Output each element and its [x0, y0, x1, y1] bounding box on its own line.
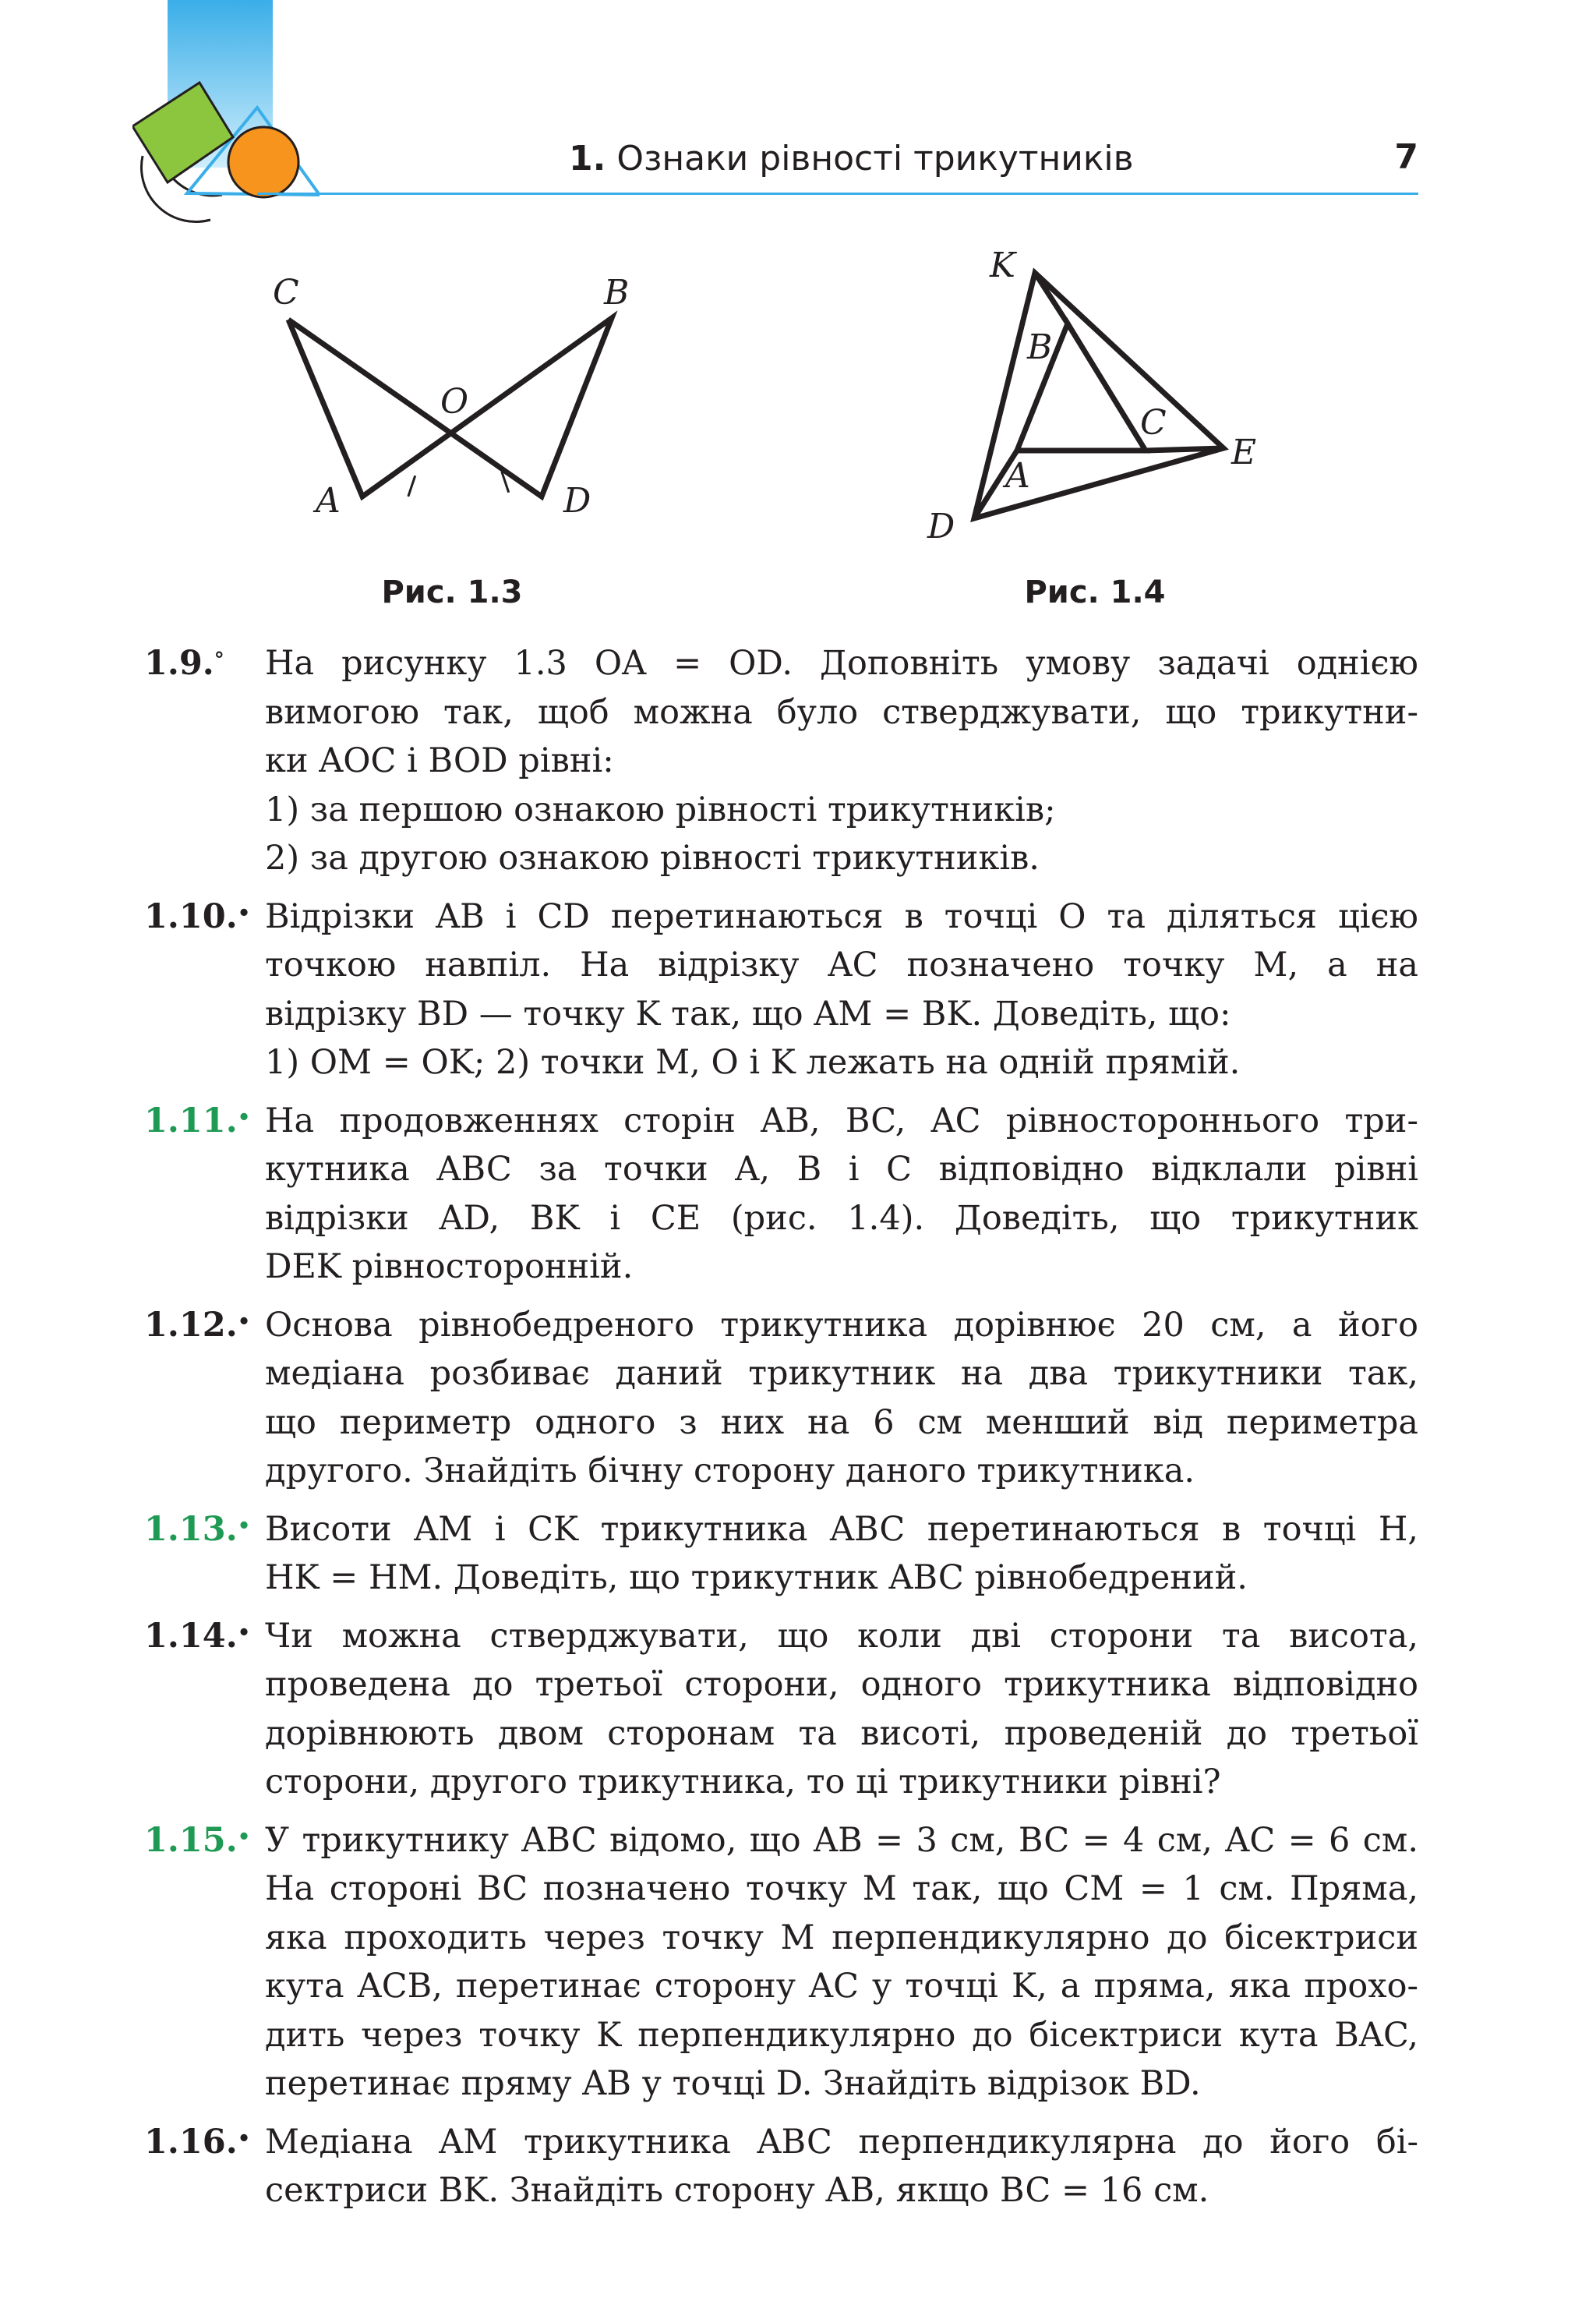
figure-1-4	[920, 242, 1278, 561]
problem-number-text: 1.14.	[144, 1616, 238, 1656]
text-line: На стороні BC позначено точку M так, що CM = 1 см. Пряма,	[265, 1869, 1418, 1908]
text-line: яка проходить через точку M перпендикулярно до бісектриси	[265, 1918, 1418, 1957]
text-line: медіана розбиває даний трикутник на два трикутники так,	[265, 1354, 1418, 1393]
problem-number	[144, 893, 250, 942]
label-k: K	[990, 246, 1015, 285]
problem-number	[144, 1301, 250, 1350]
problem-item	[144, 1097, 1418, 1292]
label-b: B	[604, 273, 630, 313]
difficulty-mark: •	[237, 1310, 251, 1334]
problem-number-text: 1.10.	[144, 896, 238, 936]
text-line: 1) OM = OK; 2) точки M, O і K лежать на одній прямій.	[265, 1043, 1241, 1082]
text-line: У трикутнику ABC відомо, що AB = 3 см, BC = 4 см, AC = 6 см.	[265, 1820, 1418, 1860]
problem-number	[144, 1097, 250, 1146]
text-line: відрізку BD — точку K так, що AM = BK. Доведіть, що:	[265, 994, 1231, 1034]
problem-text	[265, 1612, 1418, 1807]
problem-number-text: 1.9.	[144, 644, 214, 683]
figure-1-3-caption: Рис. 1.3	[381, 574, 523, 610]
header-rule	[257, 193, 1418, 195]
text-line: ки AOC і BOD рівні:	[265, 741, 614, 780]
difficulty-mark: •	[237, 2126, 251, 2151]
text-line: Висоти AM і CK трикутника ABC перетинаються в точці H,	[265, 1509, 1418, 1549]
problem-text	[265, 1505, 1418, 1603]
text-line: перетинає пряму AB у точці D. Знайдіть відрізок BD.	[265, 2064, 1201, 2103]
label-b: B	[1027, 327, 1053, 367]
label-d: D	[927, 507, 955, 546]
problem-number	[144, 2118, 250, 2167]
problem-text	[265, 1301, 1418, 1496]
text-line: 1) за першою ознакою рівності трикутників;	[265, 790, 1056, 829]
text-line: сектриси BK. Знайдіть сторону AB, якщо BC = 16 см.	[265, 2171, 1209, 2210]
problem-list	[144, 639, 1418, 2225]
section-number: 1.	[569, 139, 606, 179]
text-line: відрізки AD, BK і CE (рис. 1.4). Доведіть, що трикутник	[265, 1198, 1418, 1238]
problem-number	[144, 1816, 250, 1865]
text-line: дорівнюють двом сторонам та висоті, проведеній до третьої	[265, 1713, 1418, 1753]
difficulty-mark: •	[237, 1514, 251, 1538]
problem-number-text: 1.13.	[144, 1509, 238, 1549]
label-o: O	[440, 382, 469, 422]
text-line: DEK рівносторонній.	[265, 1247, 634, 1286]
label-c: C	[1140, 403, 1167, 443]
problem-number	[144, 639, 224, 688]
problem-item	[144, 639, 1418, 883]
problem-item	[144, 1301, 1418, 1496]
difficulty-mark: •	[237, 1825, 251, 1849]
figure-1-3	[257, 257, 662, 546]
text-line: Чи можна стверджувати, що коли дві сторони та висота,	[265, 1616, 1418, 1656]
text-line: 2) за другою ознакою рівності трикутників.	[265, 839, 1040, 878]
text-line: кута ACB, перетинає сторону AC у точці K, а пряма, яка прохо-	[265, 1967, 1418, 2006]
text-line: точкою навпіл. На відрізку AC позначено точку M, а на	[265, 946, 1418, 985]
text-line: що периметр одного з них на 6 см менший від периметра	[265, 1402, 1418, 1442]
text-line: дить через точку K перпендикулярно до бісектриси кута BAC,	[265, 2015, 1418, 2055]
problem-item	[144, 2118, 1418, 2215]
problem-number	[144, 1505, 250, 1554]
problem-item	[144, 1816, 1418, 2109]
problem-number-text: 1.15.	[144, 1820, 238, 1860]
problem-number	[144, 1612, 250, 1661]
difficulty-mark: •	[237, 901, 251, 925]
label-c: C	[273, 273, 299, 313]
text-line: другого. Знайдіть бічну сторону даного трикутника.	[265, 1451, 1195, 1490]
section-title-text: Ознаки рівності трикутників	[616, 139, 1134, 179]
page-number: 7	[1394, 137, 1418, 177]
difficulty-mark: °	[214, 649, 224, 672]
text-line: HK = HM. Доведіть, що трикутник ABC рівнобедрений.	[265, 1558, 1248, 1597]
text-line: Основа рівнобедреного трикутника дорівнює 20 см, а його	[265, 1305, 1418, 1345]
text-line: На продовженнях сторін AB, BC, AC рівностороннього три-	[265, 1101, 1418, 1140]
label-e: E	[1231, 433, 1257, 472]
label-a: A	[316, 481, 341, 521]
label-a: A	[1005, 456, 1030, 496]
problem-item	[144, 893, 1418, 1087]
label-d: D	[563, 481, 591, 521]
text-line: проведена до третьої сторони, одного трикутника відповідно	[265, 1665, 1418, 1704]
problem-text	[265, 893, 1418, 1087]
difficulty-mark: •	[237, 1105, 251, 1129]
problem-text	[265, 1816, 1418, 2109]
problem-text	[265, 1097, 1418, 1292]
text-line: Медіана AM трикутника ABC перпендикулярна до його бі-	[265, 2122, 1418, 2162]
text-line: вимогою так, щоб можна було стверджувати, що трикутни-	[265, 692, 1418, 732]
text-line: сторони, другого трикутника, то ці трикутники рівні?	[265, 1762, 1221, 1801]
figure-1-4-caption: Рис. 1.4	[1024, 574, 1166, 610]
difficulty-mark: •	[237, 1621, 251, 1645]
problem-text	[265, 2118, 1418, 2215]
text-line: кутника ABC за точки A, B і C відповідно відклали рівні	[265, 1150, 1418, 1189]
text-line: На рисунку 1.3 OA = OD. Доповніть умову задачі однією	[265, 644, 1418, 683]
text-line: Відрізки AB і CD перетинаються в точці O та діляться цією	[265, 896, 1418, 936]
section-title	[569, 137, 1134, 181]
problem-item	[144, 1612, 1418, 1807]
problem-number-text: 1.12.	[144, 1305, 238, 1345]
problem-number-text: 1.11.	[144, 1101, 238, 1140]
tick-mark	[403, 475, 420, 497]
problem-item	[144, 1505, 1418, 1603]
problem-text	[265, 639, 1418, 883]
problem-number-text: 1.16.	[144, 2122, 238, 2162]
